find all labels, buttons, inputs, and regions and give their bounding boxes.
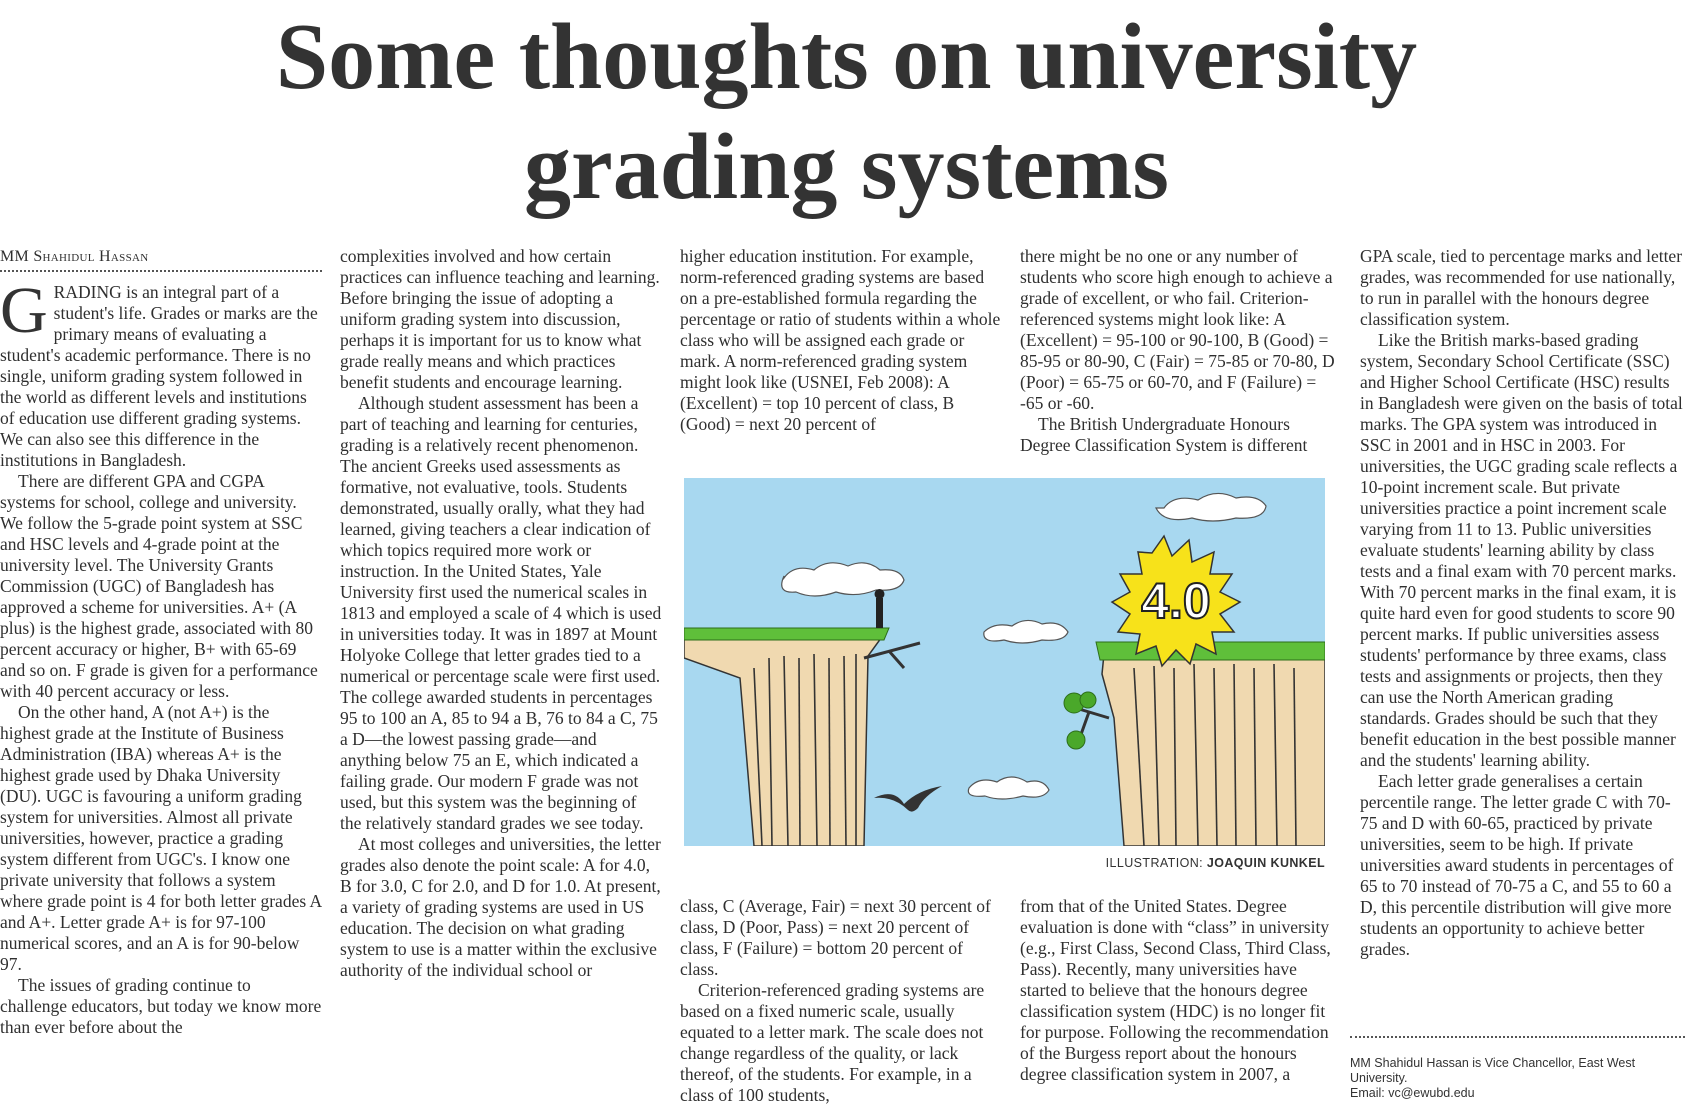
column-4-top	[1020, 246, 1342, 456]
headline-line-2: grading systems	[524, 115, 1169, 219]
column-3-top	[680, 246, 1002, 435]
paragraph: On the other hand, A (not A+) is the highest grade at the Institute of Business Administration (IBA) whereas A+ is the highest grade used by Dhaka University (DU). UGC is favouring a uniform grading system for universities. Almost all private universities, however, practice a grading system different from UGC's. I know one private university that follows a system where grade point is 4 for both letter grades A and A+. Letter grade A+ is for 97-100 numerical scores, and an A is for 90-below 97.	[0, 702, 322, 974]
paragraph: from that of the United States. Degree evaluation is done with “class” in university (e.g., First Class, Second Class, Third Class, Pass). Recently, many universities have started to believe that the honours degree classification system (HDC) is no longer fit for purpose. Following the recommendation of the Burgess report about the honours degree classification system in 2007, a	[1020, 896, 1331, 1084]
column-2	[340, 246, 662, 981]
credit-name: JOAQUIN KUNKEL	[1206, 856, 1325, 870]
paragraph: The issues of grading continue to challenge educators, but today we know more than ever before about the	[0, 975, 322, 1037]
paragraph: Although student assessment has been a part of teaching and learning for centuries, grading is a relatively recent phenomenon. The ancient Greeks used assessments as formative, not evaluative, tools. Students demonstrated, usually orally, what they had learned, giving teachers a clear indication of which topics required more work or instruction. In the United States, Yale University first used the numerical scales in 1813 and employed a scale of 4 which is used in universities today. It was in 1897 at Mount Holyoke College that letter grades tied to a numerical or percentage scale were first used. The college awarded students in percentages 95 to 100 an A, 85 to 94 a B, 76 to 84 a C, 75 a D—the lowest passing grade—and anything below 75 an E, which indicated a failing grade. Our modern F grade was not used, but this system was the beginning of the relatively standard grades we see today.	[340, 393, 662, 833]
badge-text: 4.0	[1141, 573, 1211, 629]
paragraph: higher education institution. For example, norm-referenced grading systems are based on a pre-established formula regarding the percentage or ratio of students within a whole class who will be assigned each grade or mark. A norm-referenced grading system might look like (USNEI, Feb 2008): A (Excellent) = top 10 percent of class, B (Good) = next 20 percent of	[680, 246, 1001, 434]
column-4-bottom	[1020, 896, 1342, 1085]
paragraph: GPA scale, tied to percentage marks and letter grades, was recommended for use nationally, to run in parallel with the honours degree classification system.	[1360, 246, 1683, 329]
headline-line-1: Some thoughts on university	[275, 5, 1418, 109]
bio-line: MM Shahidul Hassan is Vice Chancellor, East West University.	[1350, 1056, 1636, 1085]
column-3-bottom	[680, 896, 1002, 1106]
illustration-credit	[684, 856, 1325, 870]
paragraph-text: RADING is an integral part of a student's life. Grades or marks are the primary means of evaluating a student's academic performance. There is no single, uniform grading system followed in the world as different levels and institutions of education use different grading systems. We can also see this difference in the institutions in Bangladesh.	[0, 282, 318, 470]
bio-email: Email: vc@ewubd.edu	[1350, 1086, 1475, 1100]
paragraph: Like the British marks-based grading system, Secondary School Certificate (SSC) and Higher School Certificate (HSC) results in Bangladesh were given on the basis of total marks. The GPA system was introduced in SSC in 2001 and in HSC in 2003. For universities, the UGC grading scale reflects a 10-point increment scale. But private universities practice a point increment scale varying from 11 to 13. Public universities evaluate students' learning ability by class tests and a final exam with 70 percent marks. With 70 percent marks in the final exam, it is quite hard even for good students to score 90 percent marks. If public universities assess students' performance by three exams, class tests and assignments or projects, then they can use the North American grading standards. Grades should be such that they benefit education in the best possible manner and the students' learning ability.	[1360, 330, 1683, 770]
author-bio	[1350, 1036, 1685, 1101]
headline	[0, 0, 1693, 222]
paragraph: complexities involved and how certain practices can influence teaching and learning. Before bringing the issue of adopting a uniform grading system into discussion, perhaps it is important for us to know what grade really means and which practices benefit students and encourage learning.	[340, 246, 660, 392]
paragraph: Criterion-referenced grading systems are based on a fixed numeric scale, usually equated to a letter mark. The scale does not change regardless of the quality, or lack thereof, of the students. For example, in a class of 100 students,	[680, 980, 985, 1105]
column-1	[0, 246, 322, 1038]
credit-prefix: ILLUSTRATION:	[1105, 856, 1207, 870]
paragraph: there might be no one or any number of students who score high enough to achieve a grade of excellent, or who fail. Criterion-referenced systems might look like: A (Excellent) = 95-100 or 90-100, B (Good) = 85-95 or 80-90, C (Fair) = 75-85 or 70-80, D (Poor) = 65-75 or 60-70, and F (Failure) = -65 or -60.	[1020, 246, 1335, 413]
paragraph: There are different GPA and CGPA systems for school, college and university. We follow the 5-grade point system at SSC and HSC levels and 4-grade point at the university level. The University Grants Commission (UGC) of Bangladesh has approved a scheme for universities. A+ (A plus) is the highest grade, associated with 80 percent accuracy or higher, B+ with 65-69 and so on. F grade is given for a performance with 40 percent accuracy or less.	[0, 471, 318, 701]
column-5	[1360, 246, 1685, 960]
paragraph	[0, 274, 322, 471]
drop-cap: G	[0, 274, 48, 347]
paragraph: The British Undergraduate Honours Degree Classification System is different	[1020, 414, 1308, 455]
paragraph: class, C (Average, Fair) = next 30 percent of class, D (Poor, Pass) = next 20 percent of class, F (Failure) = bottom 20 percent of class.	[680, 896, 991, 979]
byline: MM Shahidul Hassan	[0, 246, 322, 272]
person-figure	[876, 598, 883, 628]
paragraph: At most colleges and universities, the letter grades also denote the point scale: A for 4.0, B for 3.0, C for 2.0, and D for 1.0. At present, a variety of grading systems are used in US education. The decision on what grading system to use is a matter within the exclusive authority of the individual school or	[340, 834, 661, 980]
cartoon-illustration	[684, 478, 1325, 846]
paragraph: Each letter grade generalises a certain percentile range. The letter grade C with 70-75 and D with 60-65, practiced by private universities, seem to be high. If private universities award students in percentages of 65 to 70 instead of 70-75 a C, and 55 to 60 a D, this percentile distribution will give more students an opportunity to achieve better grades.	[1360, 771, 1674, 959]
